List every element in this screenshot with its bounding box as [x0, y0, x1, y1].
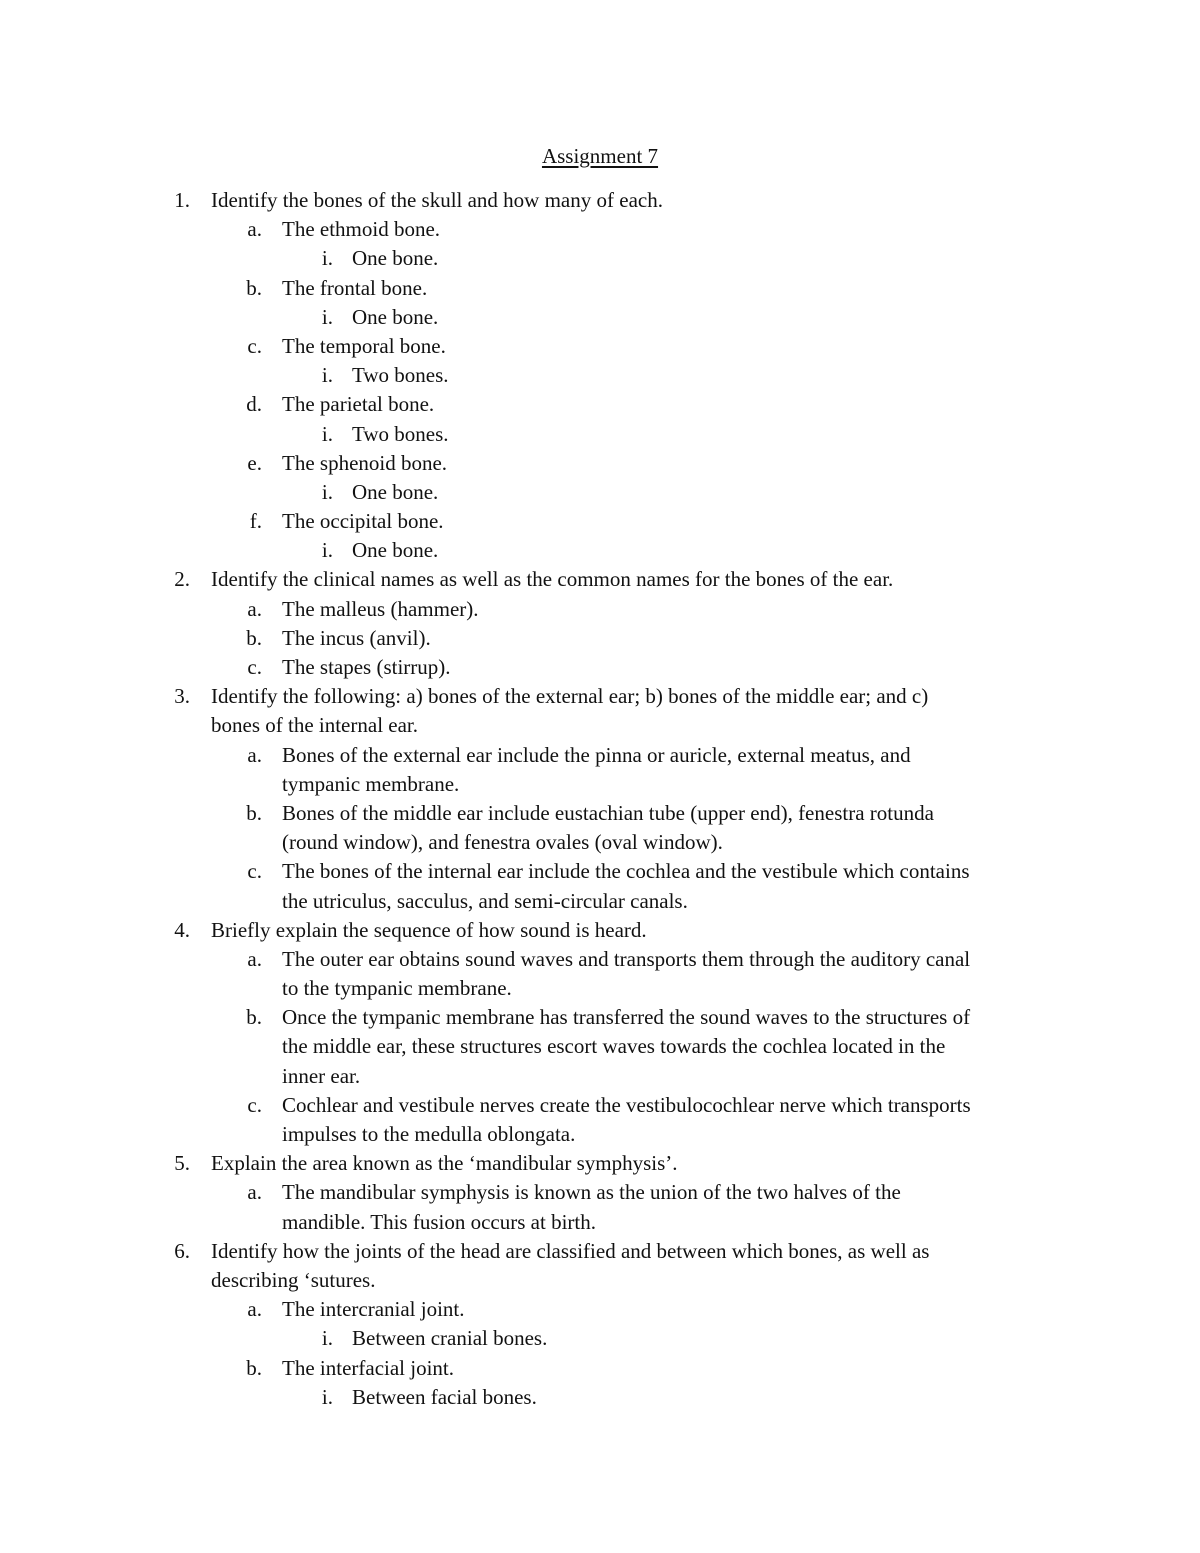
list-item-text: to the tympanic membrane.: [282, 976, 512, 1001]
outline-line: [0, 478, 1200, 507]
list-item-text: Cochlear and vestibule nerves create the vestibulocochlear nerve which transports: [282, 1092, 971, 1117]
outline-line: [0, 1120, 1200, 1149]
list-marker: i.: [321, 363, 333, 388]
list-item-text: mandible. This fusion occurs at birth.: [282, 1209, 596, 1234]
list-item-text: Two bones.: [352, 363, 449, 388]
outline-line: [0, 1062, 1200, 1091]
outline-line: [0, 420, 1200, 449]
outline-line: [0, 1324, 1200, 1353]
outline-line: [0, 624, 1200, 653]
list-marker: i.: [321, 538, 333, 563]
outline-line: [0, 215, 1200, 244]
list-marker: 5.: [174, 1151, 190, 1176]
list-item-text: Between facial bones.: [352, 1384, 537, 1409]
list-item-text: One bone.: [352, 538, 439, 563]
list-marker: b.: [246, 1005, 262, 1030]
list-item-text: The bones of the internal ear include the cochlea and the vestibule which contains: [282, 859, 970, 884]
list-item-text: One bone.: [352, 479, 439, 504]
list-marker: b.: [246, 800, 262, 825]
outline-line: [0, 595, 1200, 624]
list-item-text: describing ‘sutures.: [211, 1267, 376, 1292]
list-marker: i.: [321, 479, 333, 504]
outline-line: [0, 682, 1200, 711]
list-item-text: The interfacial joint.: [282, 1355, 455, 1380]
list-item-text: The mandibular symphysis is known as the union of the two halves of the: [282, 1180, 901, 1205]
list-item-text: Once the tympanic membrane has transferred the sound waves to the structures of: [282, 1005, 971, 1030]
list-marker: 6.: [174, 1238, 190, 1263]
list-marker: a.: [247, 1180, 262, 1205]
list-marker: c.: [247, 859, 262, 884]
list-item-text: inner ear.: [282, 1063, 361, 1088]
list-marker: a.: [247, 742, 262, 767]
outline-line: [0, 1091, 1200, 1120]
outline-line: [0, 770, 1200, 799]
list-item-text: One bone.: [352, 246, 439, 271]
list-item-text: One bone.: [352, 304, 439, 329]
list-marker: b.: [246, 1355, 262, 1380]
outline-line: [0, 1266, 1200, 1295]
outline-line: [0, 361, 1200, 390]
list-marker: i.: [321, 421, 333, 446]
outline-line: [0, 1178, 1200, 1207]
outline-line: [0, 244, 1200, 273]
list-item-text: Bones of the external ear include the pinna or auricle, external meatus, and: [282, 742, 911, 767]
list-item-text: The temporal bone.: [282, 333, 446, 358]
outline-line: [0, 303, 1200, 332]
outline-line: [0, 1383, 1200, 1412]
list-marker: b.: [246, 275, 262, 300]
list-item-text: Briefly explain the sequence of how sound is heard.: [211, 917, 647, 942]
list-item-text: The incus (anvil).: [282, 625, 431, 650]
outline-line: [0, 799, 1200, 828]
list-item-text: the middle ear, these structures escort waves towards the cochlea located in the: [282, 1034, 946, 1059]
list-item-text: Bones of the middle ear include eustachian tube (upper end), fenestra rotunda: [282, 800, 934, 825]
outline-line: [0, 390, 1200, 419]
list-marker: a.: [247, 217, 262, 242]
list-item-text: Two bones.: [352, 421, 449, 446]
outline-line: [0, 449, 1200, 478]
outline-line: [0, 741, 1200, 770]
list-marker: e.: [247, 450, 262, 475]
list-item-text: impulses to the medulla oblongata.: [282, 1122, 576, 1146]
outline-line: [0, 916, 1200, 945]
list-item-text: The ethmoid bone.: [282, 217, 441, 242]
list-item-text: Identify the bones of the skull and how many of each.: [211, 188, 663, 212]
outline-line: [0, 1237, 1200, 1266]
outline-line: [0, 1295, 1200, 1324]
list-marker: f.: [249, 509, 262, 534]
list-marker: a.: [247, 596, 262, 621]
list-marker: c.: [247, 1092, 262, 1117]
list-marker: a.: [247, 946, 262, 971]
outline-line: [0, 828, 1200, 857]
list-marker: 3.: [174, 684, 190, 709]
list-marker: i.: [321, 304, 333, 329]
outline-line: [0, 887, 1200, 916]
list-item-text: bones of the internal ear.: [211, 713, 419, 738]
list-marker: i.: [321, 246, 333, 271]
outline-line: [0, 945, 1200, 974]
list-item-text: The occipital bone.: [282, 509, 444, 534]
list-item-text: Identify how the joints of the head are classified and between which bones, as well as: [211, 1238, 930, 1263]
list-marker: b.: [246, 625, 262, 650]
list-marker: c.: [247, 333, 262, 358]
outline-line: [0, 1208, 1200, 1237]
list-item-text: The parietal bone.: [282, 392, 435, 417]
list-item-text: the utriculus, sacculus, and semi-circular canals.: [282, 888, 688, 913]
outline-line: [0, 186, 1200, 215]
list-item-text: Explain the area known as the ‘mandibular symphysis’.: [211, 1151, 678, 1176]
list-item-text: Between cranial bones.: [352, 1326, 548, 1351]
outline-line: [0, 1003, 1200, 1032]
outline-line: [0, 332, 1200, 361]
list-marker: a.: [247, 1297, 262, 1322]
page-title: Assignment 7: [541, 144, 659, 168]
assignment-outline: [0, 186, 1200, 1412]
outline-line: [0, 507, 1200, 536]
outline-line: [0, 1149, 1200, 1178]
list-item-text: The outer ear obtains sound waves and transports them through the auditory canal: [282, 946, 971, 971]
list-marker: 2.: [174, 567, 190, 592]
list-item-text: The malleus (hammer).: [282, 596, 479, 621]
list-item-text: The intercranial joint.: [282, 1297, 465, 1322]
outline-line: [0, 536, 1200, 565]
outline-line: [0, 274, 1200, 303]
outline-line: [0, 974, 1200, 1003]
list-marker: d.: [246, 392, 262, 417]
outline-line: [0, 1354, 1200, 1383]
list-item-text: The sphenoid bone.: [282, 450, 448, 475]
list-item-text: Identify the clinical names as well as the common names for the bones of the ear.: [211, 567, 894, 592]
list-marker: i.: [321, 1384, 333, 1409]
list-item-text: The stapes (stirrup).: [282, 655, 451, 679]
list-marker: 4.: [174, 917, 190, 942]
outline-line: [0, 857, 1200, 886]
list-item-text: The frontal bone.: [282, 275, 428, 300]
list-item-text: tympanic membrane.: [282, 771, 460, 796]
outline-line: [0, 565, 1200, 594]
outline-line: [0, 1032, 1200, 1061]
outline-line: [0, 711, 1200, 740]
outline-line: [0, 653, 1200, 682]
list-marker: 1.: [174, 188, 190, 212]
list-marker: i.: [321, 1326, 333, 1351]
list-item-text: Identify the following: a) bones of the external ear; b) bones of the middle ear; and c): [211, 684, 929, 709]
list-marker: c.: [247, 655, 262, 679]
list-item-text: (round window), and fenestra ovales (oval window).: [282, 830, 723, 855]
